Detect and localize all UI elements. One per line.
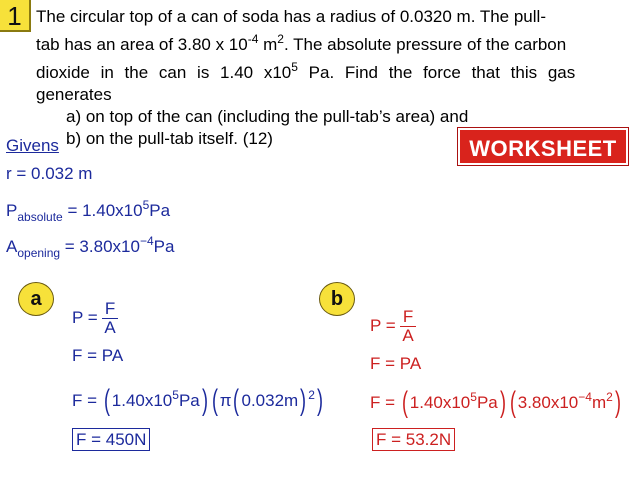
problem-line: The circular top of a can of soda has a radius of 0.0320 m. The pull-: [36, 7, 546, 26]
given-area: $A_{opening} = 3.80x10^{-4}Pa$: [6, 234, 175, 260]
problem-line: dioxide in the can is 1.40 $x10^5$ Pa. Find the force that this gas: [36, 60, 576, 82]
problem-line: tab has an area of 3.80 x $10^{-4}$ $m^2$. The absolute pressure of the carbon: [36, 32, 567, 54]
part-b-eq-pressure: P = $\frac{F}{A}$: [370, 307, 414, 345]
problem-number-badge: 1: [0, 0, 31, 32]
part-a-eq-force: F = PA: [72, 346, 124, 365]
givens-heading: Givens: [6, 136, 59, 155]
problem-line: generates: [36, 85, 112, 104]
problem-part-a: a) on top of the can (including the pull-tab’s area) and: [66, 107, 469, 126]
worksheet-badge: WORKSHEET: [458, 128, 628, 165]
given-pressure: $P_{absolute} = 1.40x10^5Pa$: [6, 198, 171, 224]
part-a-answer: F = 450N: [72, 430, 150, 450]
part-b-eq-force: F = PA: [370, 354, 422, 373]
part-a-marker: a: [18, 282, 54, 316]
part-b-answer: F = 53.2N: [372, 430, 455, 450]
part-b-marker: b: [319, 282, 355, 316]
part-a-eq-substitution: F = ( $1.40x10^5Pa$) ( π( 0.032m) $^2$): [72, 384, 323, 417]
part-b-eq-substitution: F = ( $1.40x10^5Pa$) ( $3.80x10^{-4}m^2$): [370, 386, 621, 419]
problem-part-b: b) on the pull-tab itself. (12): [66, 129, 273, 148]
given-radius: r = 0.032 m: [6, 164, 93, 183]
part-a-eq-pressure: P = $\frac{F}{A}$: [72, 299, 116, 337]
